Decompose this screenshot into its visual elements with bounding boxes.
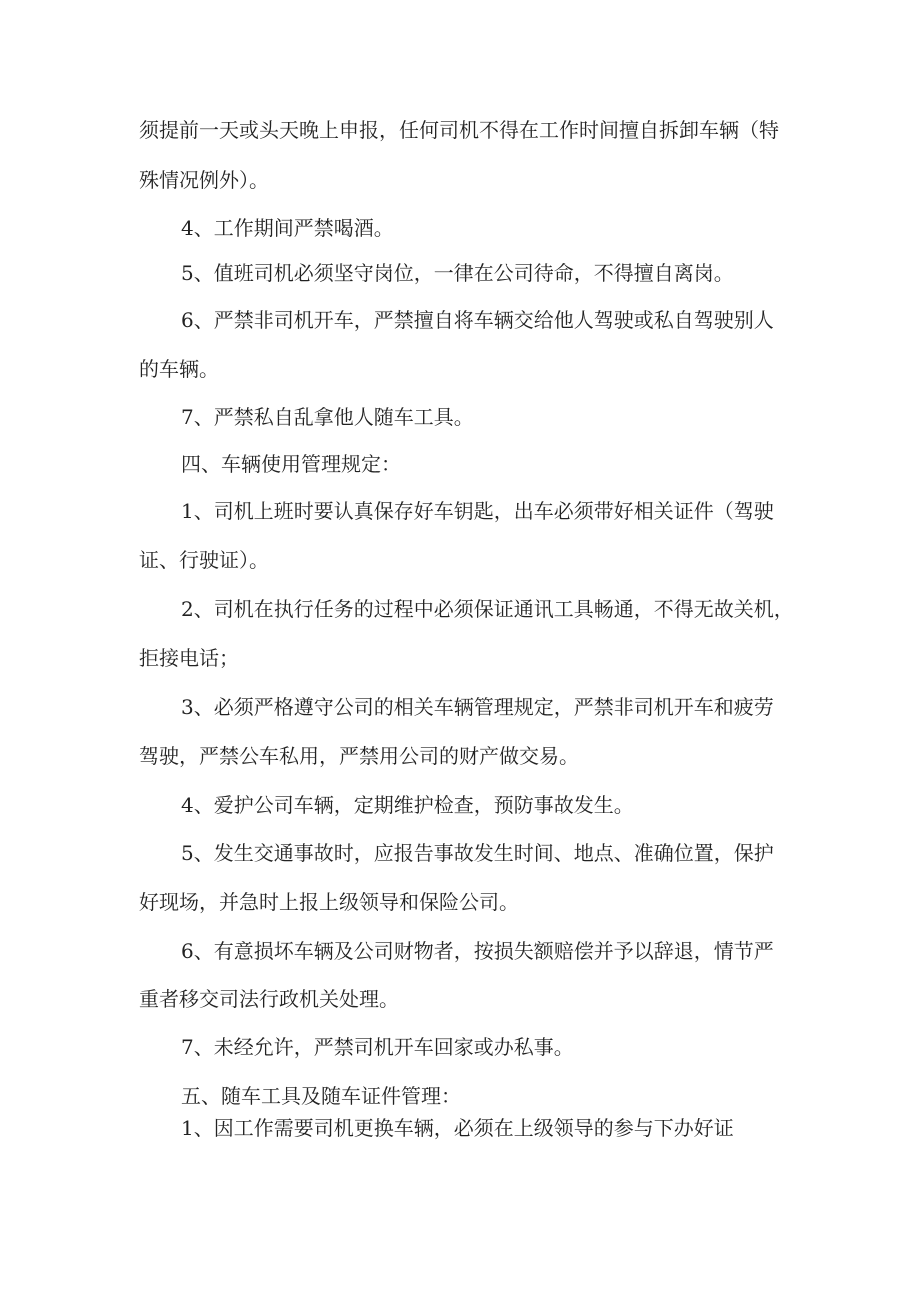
text-line: 2、司机在执行任务的过程中必须保证通讯工具畅通，不得无故关机，: [181, 597, 794, 621]
section-heading: 五、随车工具及随车证件管理：: [181, 1084, 461, 1108]
text-line: 4、爱护公司车辆，定期维护检查，预防事故发生。: [181, 793, 634, 817]
text-line: 拒接电话；: [139, 646, 239, 670]
text-line: 好现场，并急时上报上级领导和保险公司。: [139, 890, 519, 914]
text-line: 6、严禁非司机开车，严禁擅自将车辆交给他人驾驶或私自驾驶别人: [181, 308, 774, 332]
text-line: 须提前一天或头天晚上申报，任何司机不得在工作时间擅自拆卸车辆（特: [139, 118, 779, 142]
text-line: 1、因工作需要司机更换车辆，必须在上级领导的参与下办好证: [181, 1116, 734, 1140]
text-line: 5、发生交通事故时，应报告事故发生时间、地点、准确位置，保护: [181, 841, 774, 865]
text-line: 证、行驶证）。: [139, 548, 269, 572]
text-line: 4、工作期间严禁喝酒。: [181, 216, 394, 240]
text-line: 5、值班司机必须坚守岗位，一律在公司待命，不得擅自离岗。: [181, 261, 734, 285]
text-line: 殊情况例外）。: [139, 168, 269, 192]
text-line: 7、未经允许，严禁司机开车回家或办私事。: [181, 1035, 574, 1059]
text-line: 1、司机上班时要认真保存好车钥匙，出车必须带好相关证件（驾驶: [181, 499, 774, 523]
text-line: 7、严禁私自乱拿他人随车工具。: [181, 405, 474, 429]
section-heading: 四、车辆使用管理规定：: [181, 452, 401, 476]
text-line: 6、有意损坏车辆及公司财物者，按损失额赔偿并予以辞退，情节严: [181, 939, 774, 963]
text-line: 驾驶，严禁公车私用，严禁用公司的财产做交易。: [139, 744, 579, 768]
text-line: 3、必须严格遵守公司的相关车辆管理规定，严禁非司机开车和疲劳: [181, 695, 774, 719]
text-line: 重者移交司法行政机关处理。: [139, 987, 399, 1011]
text-line: 的车辆。: [139, 357, 219, 381]
